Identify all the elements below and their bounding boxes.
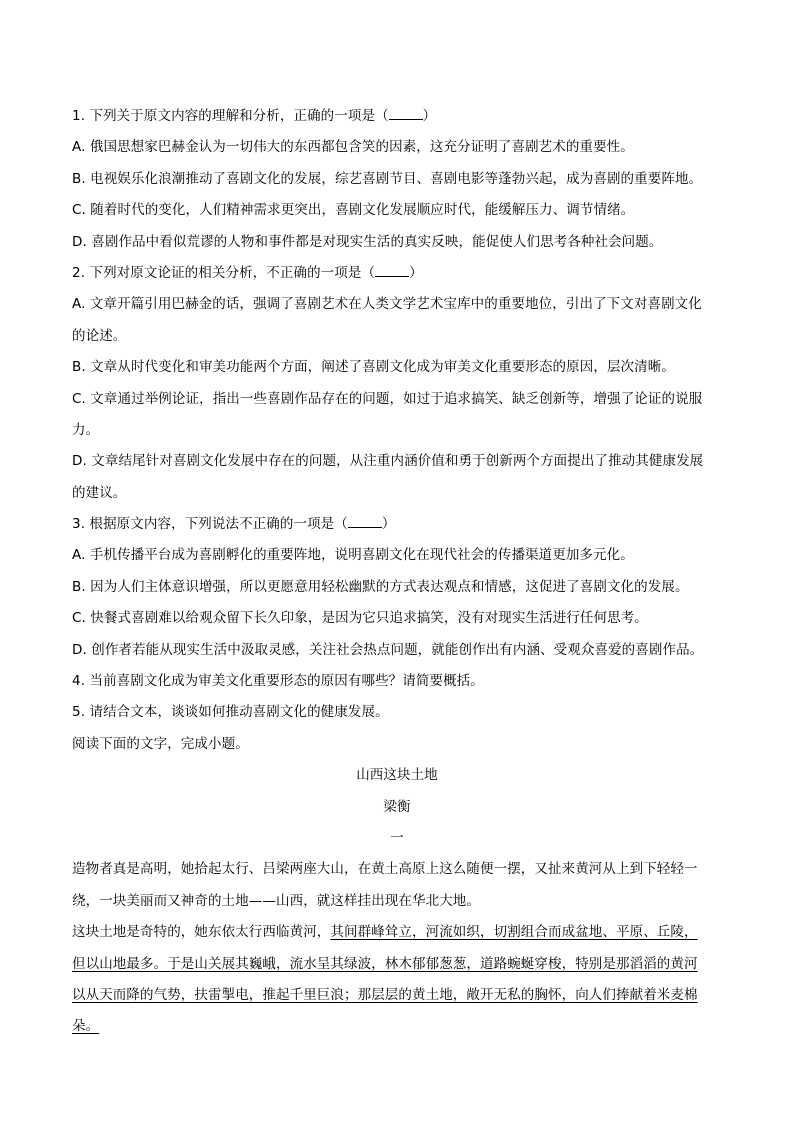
question-1-option-c: C. 随着时代的变化，人们精神需求更突出，喜剧文化发展顺应时代，能缓解压力、调节情绪。 <box>72 202 635 219</box>
article-title: 山西这块土地 <box>356 767 438 784</box>
question-3-option-d: D. 创作者若能从现实生活中汲取灵感，关注社会热点问题，就能创作出有内涵、受观众喜爱的喜剧作品。 <box>72 641 704 658</box>
question-2-option-c: C. 文章通过举例论证，指出一些喜剧作品存在的问题，如过于追求搞笑、缺乏创新等，增强了论证的说服 <box>72 390 703 407</box>
question-1-stem-text: 1. 下列关于原文内容的理解和分析，正确的一项是（ <box>72 108 389 124</box>
reading-intro: 阅读下面的文字，完成小题。 <box>72 735 249 752</box>
underlined-passage: 朵。 <box>72 1018 100 1035</box>
question-1-option-a: A. 俄国思想家巴赫金认为一切伟大的东西都包含笑的因素，这充分证明了喜剧艺术的重要性。 <box>72 139 634 156</box>
question-3-stem-text: 3. 根据原文内容，下列说法不正确的一项是（ <box>72 516 348 533</box>
article-paragraph-2-lead: 这块土地是奇特的，她东依太行西临黄河， <box>72 924 331 941</box>
answer-blank <box>375 262 409 277</box>
question-1-option-b: B. 电视娱乐化浪潮推动了喜剧文化的发展，综艺喜剧节目、喜剧电影等蓬勃兴起，成为喜剧的重要阵地。 <box>72 170 703 187</box>
underlined-passage: 但以山地最多。于是山关展其巍峨，流水呈其绿波，林木郁郁葱葱，道路蜿蜒穿梭，特别是那滔滔的黄河 <box>72 955 698 972</box>
answer-blank <box>389 105 423 120</box>
question-2-option-d: D. 文章结尾针对喜剧文化发展中存在的问题，从注重内涵价值和勇于创新两个方面提出了推动其健康发展 <box>72 453 704 470</box>
question-2-option-a-cont: 的论述。 <box>72 327 127 344</box>
answer-blank <box>348 513 382 528</box>
question-4: 4. 当前喜剧文化成为审美文化重要形态的原因有哪些？请简要概括。 <box>72 673 484 690</box>
question-2-stem-text: 2. 下列对原文论证的相关分析，不正确的一项是（ <box>72 264 376 281</box>
question-3-option-a: A. 手机传播平台成为喜剧孵化的重要阵地，说明喜剧文化在现代社会的传播渠道更加多元化。 <box>72 547 634 564</box>
question-5: 5. 请结合文本，谈谈如何推动喜剧文化的健康发展。 <box>72 704 389 721</box>
article-paragraph-1-line-1: 造物者真是高明，她拾起太行、吕梁两座大山，在黄土高原上这么随便一摆，又扯来黄河从上到下轻轻一 <box>72 861 698 878</box>
article-author: 梁衡 <box>383 798 411 815</box>
article-paragraph-1-line-2: 绕，一块美丽而又神奇的土地——山西，就这样挂出现在华北大地。 <box>72 892 480 909</box>
question-1-stem-close: ） <box>422 108 437 124</box>
article-paragraph-2-line-1 <box>72 917 722 948</box>
question-2-stem-close: ） <box>409 264 423 281</box>
question-3-option-b: B. 因为人们主体意识增强，所以更愿意用轻松幽默的方式表达观点和情感，这促进了喜剧文化的发展。 <box>72 578 689 595</box>
underlined-passage: 其间群峰耸立，河流如织，切割组合而成盆地、平原、丘陵， <box>330 924 698 941</box>
question-2-option-d-cont: 的建议。 <box>72 484 127 501</box>
question-2-stem <box>72 258 722 289</box>
question-2-option-b: B. 文章从时代变化和审美功能两个方面，阐述了喜剧文化成为审美文化重要形态的原因，层次清晰。 <box>72 359 675 376</box>
article-section-number: 一 <box>390 829 404 846</box>
question-3-option-c: C. 快餐式喜剧难以给观众留下长久印象，是因为它只追求搞笑，没有对现实生活进行任何思考。 <box>72 610 648 627</box>
underlined-passage: 以从天而降的气势，扶雷掣电，推起千里巨浪；那层层的黄土地，敞开无私的胸怀，向人们捧献着米麦棉 <box>72 986 698 1003</box>
question-1-stem <box>72 101 722 132</box>
question-2-option-c-cont: 力。 <box>72 421 100 438</box>
question-1-option-d: D. 喜剧作品中看似荒谬的人物和事件都是对现实生活的真实反映，能促使人们思考各种社会问题。 <box>72 233 663 250</box>
question-3-stem <box>72 509 722 540</box>
question-3-stem-close: ） <box>381 516 396 533</box>
question-2-option-a: A. 文章开篇引用巴赫金的话，强调了喜剧艺术在人类文学艺术宝库中的重要地位，引出了下文对喜剧文化 <box>72 296 702 313</box>
article-paragraph-2-line-4 <box>72 1011 722 1042</box>
document-body <box>72 101 722 1043</box>
